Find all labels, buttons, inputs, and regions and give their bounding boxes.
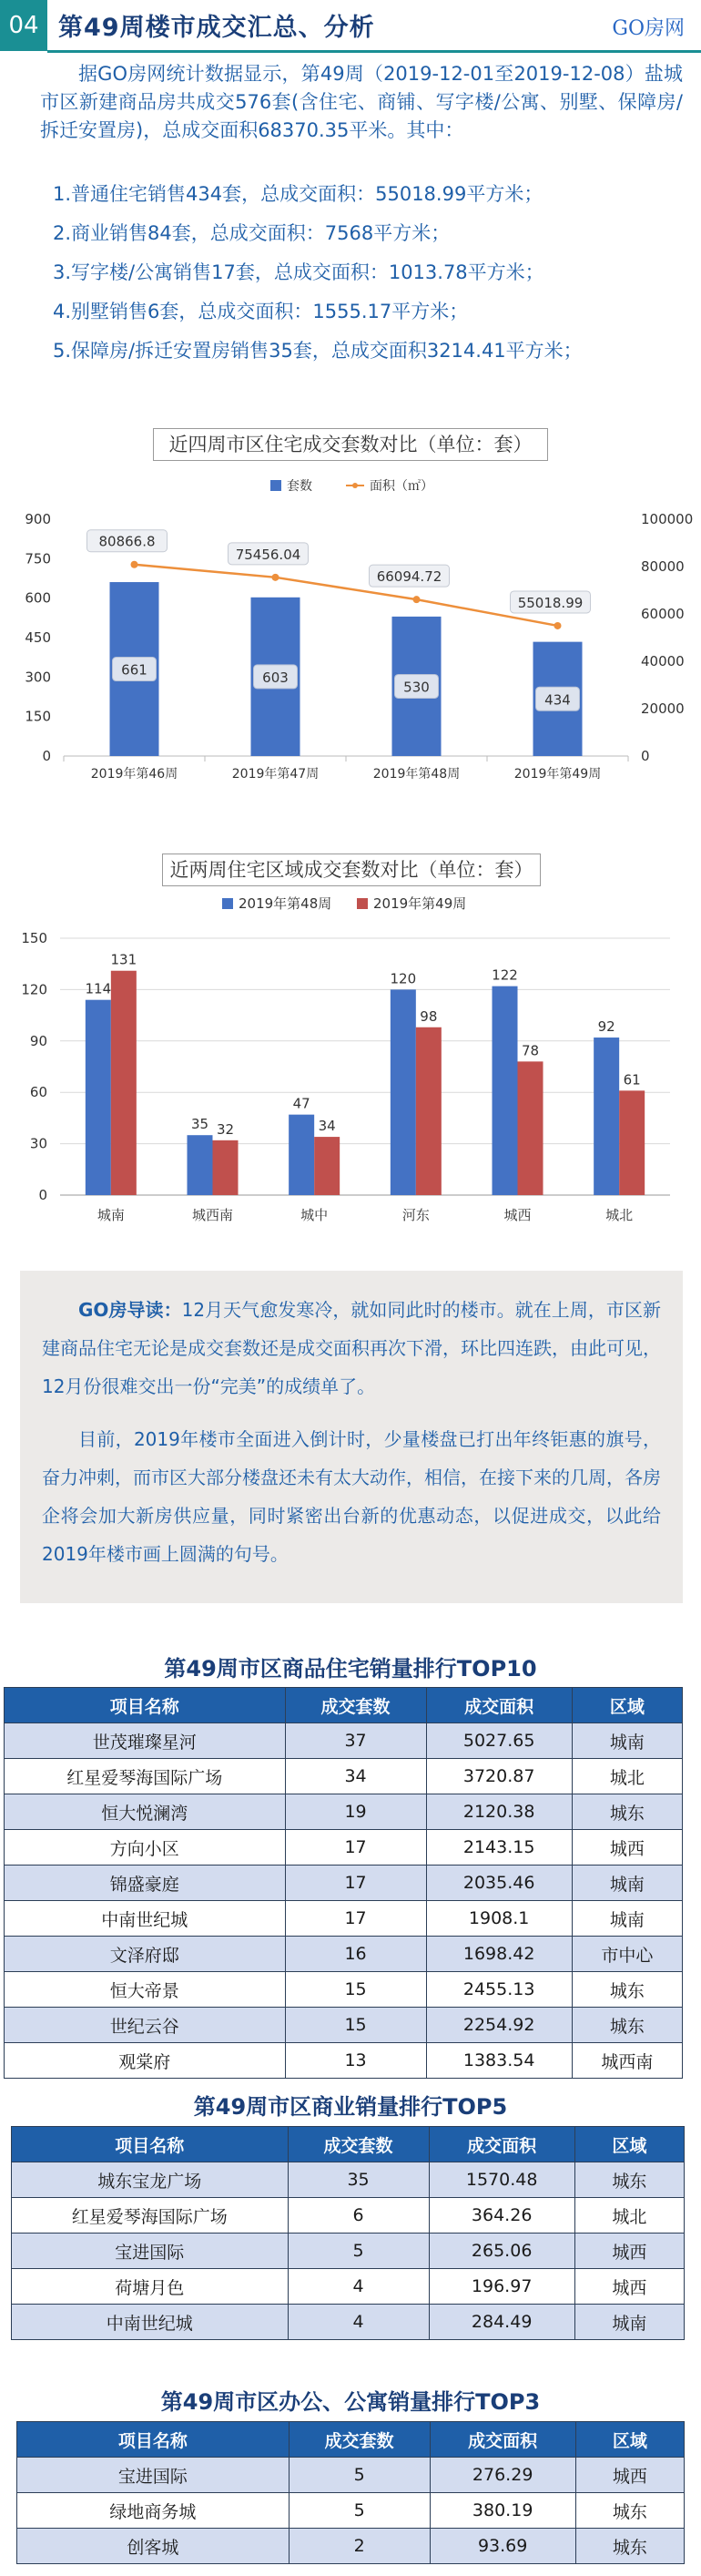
table-cell: 中南世纪城 [5,1901,286,1937]
table-cell: 城西 [575,2458,684,2493]
intro-text [40,60,683,145]
bar-data-label: 603 [262,669,289,686]
table-cell: 17 [285,1866,426,1901]
table-cell: 城西 [574,2269,684,2305]
table-cell: 市中心 [572,1937,682,1972]
intro-paragraph: 据GO房网统计数据显示，第49周（2019-12-01至2019-12-08）盐城市区新建商品房共成交576套(含住宅、商铺、写字楼/公寓、别墅、保障房/拆迁安置房)，总成交面积68370.35平米。其中： [40,63,683,141]
x-tick-label: 城西 [503,1207,532,1223]
table-row [5,2008,683,2043]
table1-title: 第49周市区商品住宅销量排行TOP10 [164,1656,537,1682]
table-cell: 16 [285,1937,426,1972]
table-row [12,2234,685,2269]
summary-item-office: 3.写字楼/公寓销售17套，总成交面积：1013.78平方米； [53,261,544,283]
area-point [413,596,421,603]
table-cell: 城东 [572,1794,682,1830]
column-header: 区域 [574,2127,684,2162]
legend-swatch-count [270,480,281,491]
bar-week49 [619,1090,645,1195]
summary-item-commercial: 2.商业销售84套，总成交面积：7568平方米； [53,222,451,244]
table-cell: 城东 [572,1972,682,2008]
summary-item-affordable: 5.保障房/拆迁安置房销售35套，总成交面积3214.41平方米； [53,340,583,362]
table-cell: 364.26 [429,2198,574,2234]
legend-label-area: 面积（㎡） [370,479,433,494]
table-cell: 城南 [574,2305,684,2340]
table-cell: 6 [288,2198,429,2234]
bar-week48 [493,986,518,1195]
table-cell: 93.69 [430,2529,575,2564]
area-point [131,561,138,568]
table-cell: 1383.54 [426,2043,572,2079]
table-cell: 红星爱琴海国际广场 [12,2198,289,2234]
line-data-label: 80866.8 [98,533,156,550]
y-tick-label: 300 [25,669,51,686]
y-tick-label: 750 [25,550,51,567]
y-tick-label: 600 [25,589,51,607]
column-header: 成交面积 [426,1688,572,1723]
area-point [272,574,279,581]
table-cell: 创客城 [17,2529,290,2564]
table-cell: 5 [288,2234,429,2269]
y2-tick-label: 80000 [641,558,685,575]
legend-label-count: 套数 [287,479,312,494]
table-cell: 2035.46 [426,1866,572,1901]
table-cell: 4 [288,2305,429,2340]
table2-title: 第49周市区商业销量排行TOP5 [193,2094,508,2120]
table-cell: 35 [288,2162,429,2198]
table-cell: 城西 [572,1830,682,1866]
table-cell: 2120.38 [426,1794,572,1830]
bar-week48 [188,1135,213,1195]
column-header: 区域 [572,1688,682,1723]
table-cell: 城东宝龙广场 [12,2162,289,2198]
table-cell: 276.29 [430,2458,575,2493]
guide-label: GO房导读： [78,1299,182,1321]
legend-marker-area [352,483,358,488]
table-cell: 3720.87 [426,1759,572,1794]
table-cell: 城东 [574,2162,684,2198]
table-cell: 恒大帝景 [5,1972,286,2008]
table-cell: 265.06 [429,2234,574,2269]
x-tick-label: 2019年第49周 [513,767,602,782]
table-cell: 锦盛豪庭 [5,1866,286,1901]
y2-tick-label: 20000 [641,700,685,717]
table-cell: 宝进国际 [17,2458,290,2493]
table-cell: 红星爱琴海国际广场 [5,1759,286,1794]
table-row [5,1972,683,2008]
column-header: 区域 [575,2422,684,2458]
table-cell: 380.19 [430,2493,575,2529]
legend-label-week49: 2019年第49周 [373,895,467,912]
table-cell: 城西南 [572,2043,682,2079]
guide-box [20,1271,683,1603]
column-header: 成交套数 [289,2422,430,2458]
brand-logo-text: GO房网 [612,17,685,40]
table-row [5,1937,683,1972]
column-header: 成交套数 [288,2127,429,2162]
table-cell: 37 [285,1723,426,1759]
bar-data-label: 114 [85,980,112,997]
guide-paragraph-2: 目前，2019年楼市全面进入倒计时，少量楼盘已打出年终钜惠的旗号，奋力冲刺，而市区大部分楼盘还未有太大动作，相信，在接下来的几周，各房企将会加大新房供应量，同时紧密出台新的优惠动态，以促进成交，以此给2019年楼市画上圆满的句号。 [42,1428,661,1565]
bar-week49 [111,971,137,1195]
weekly-residential-chart [0,465,701,838]
table-cell: 1908.1 [426,1901,572,1937]
table-cell: 世纪云谷 [5,2008,286,2043]
column-header: 项目名称 [17,2422,290,2458]
table-cell: 城南 [572,1723,682,1759]
table-cell: 城东 [572,2008,682,2043]
table-cell: 19 [285,1794,426,1830]
bar-data-label: 78 [521,1042,540,1059]
table-cell: 方向小区 [5,1830,286,1866]
header-divider [47,50,701,53]
district-comparison-chart [0,893,701,1257]
bar-data-label: 61 [623,1071,641,1089]
x-tick-label: 城南 [97,1207,125,1223]
bar-week49 [518,1061,544,1195]
table-row [12,2162,685,2198]
table-cell: 5027.65 [426,1723,572,1759]
legend-swatch-week49 [357,898,368,909]
y2-tick-label: 40000 [641,653,685,670]
y-tick-label: 150 [25,708,51,725]
column-header: 成交面积 [430,2422,575,2458]
legend-swatch-week48 [222,898,233,909]
table-cell: 城东 [575,2529,684,2564]
chart1-legend [270,478,433,494]
y2-tick-label: 100000 [641,511,694,527]
line-data-label: 66094.72 [376,568,442,586]
table-cell: 城东 [575,2493,684,2529]
column-header: 成交套数 [285,1688,426,1723]
office-top3-table [16,2421,685,2564]
bar-week49 [416,1027,442,1195]
table-cell: 城北 [572,1759,682,1794]
table-cell: 文泽府邸 [5,1937,286,1972]
bar-data-label: 92 [597,1018,615,1036]
bar-data-label: 32 [216,1120,235,1138]
legend-label-week48: 2019年第48周 [239,895,332,912]
x-tick-label: 2019年第48周 [372,767,461,782]
table-cell: 2455.13 [426,1972,572,2008]
bar-week49 [314,1137,340,1195]
table-cell: 284.49 [429,2305,574,2340]
x-tick-label: 2019年第47周 [231,767,320,782]
x-tick-label: 河东 [401,1207,430,1223]
table-row [17,2529,685,2564]
line-data-label: 75456.04 [235,546,301,563]
area-point [554,622,562,629]
table-row [5,1759,683,1794]
bar-week48 [391,989,416,1195]
line-data-label: 55018.99 [517,594,584,611]
table-cell: 城南 [572,1901,682,1937]
table-cell: 17 [285,1901,426,1937]
table-cell: 34 [285,1759,426,1794]
table-row [5,1866,683,1901]
table-cell: 4 [288,2269,429,2305]
table-cell: 17 [285,1830,426,1866]
bar-data-label: 47 [292,1095,310,1112]
bar-week48 [594,1038,619,1195]
table3-title: 第49周市区办公、公寓销量排行TOP3 [160,2389,541,2415]
table-cell: 13 [285,2043,426,2079]
table-cell: 中南世纪城 [12,2305,289,2340]
y-tick-label: 0 [38,1187,47,1203]
table-cell: 5 [289,2458,430,2493]
bar-data-label: 661 [121,661,147,679]
table-cell: 城北 [574,2198,684,2234]
table-cell: 荷塘月色 [12,2269,289,2305]
y2-tick-label: 0 [641,748,650,764]
table-cell: 绿地商务城 [17,2493,290,2529]
table-row [17,2493,685,2529]
y-tick-label: 450 [25,629,51,646]
table-cell: 恒大悦澜湾 [5,1794,286,1830]
table-row [12,2269,685,2305]
column-header: 成交面积 [429,2127,574,2162]
y-tick-label: 120 [21,981,47,998]
table-row [5,2043,683,2079]
y2-tick-label: 60000 [641,606,685,622]
table-cell: 1570.48 [429,2162,574,2198]
table-cell: 2254.92 [426,2008,572,2043]
table-cell: 196.97 [429,2269,574,2305]
table-row [17,2458,685,2493]
summary-item-residential: 1.普通住宅销售434套，总成交面积：55018.99平方米； [53,183,544,205]
chart2-title: 近两周住宅区域成交套数对比（单位：套） [162,854,541,886]
column-header: 项目名称 [5,1688,286,1723]
table-cell: 5 [289,2493,430,2529]
table-header-row [12,2127,685,2162]
y-tick-label: 30 [29,1135,47,1152]
y-tick-label: 150 [21,930,47,946]
table-row [5,1723,683,1759]
bar-data-label: 35 [190,1116,209,1133]
table-header-row [5,1688,683,1723]
commercial-top5-table [11,2126,685,2340]
guide-paragraph-1: GO房导读：12月天气愈发寒冷，就如同此时的楼市。就在上周，市区新建商品住宅无论是成交套数还是成交面积再次下滑，环比四连跌，由此可见，12月份很难交出一份“完美”的成绩单了。 [42,1299,661,1397]
bar-data-label: 530 [403,679,430,696]
table-cell: 观棠府 [5,2043,286,2079]
x-tick-label: 城北 [605,1207,634,1223]
residential-top10-table [4,1687,683,2079]
summary-item-villa: 4.别墅销售6套，总成交面积：1555.17平方米； [53,301,469,322]
bar-data-label: 34 [318,1118,336,1135]
column-header: 项目名称 [12,2127,289,2162]
x-tick-label: 城西南 [191,1207,234,1223]
bar-week48 [289,1115,314,1195]
y-tick-label: 90 [29,1032,47,1049]
summary-list [53,175,583,371]
table-cell: 2 [289,2529,430,2564]
y-tick-label: 60 [29,1084,47,1101]
chart1-title: 近四周市区住宅成交套数对比（单位：套） [153,428,548,461]
table-row [5,1830,683,1866]
section-title: 第49周楼市成交汇总、分析 [58,14,375,42]
bar-data-label: 120 [390,970,417,987]
table-cell: 世茂璀璨星河 [5,1723,286,1759]
table-cell: 城南 [572,1866,682,1901]
table-cell: 宝进国际 [12,2234,289,2269]
bar-week49 [213,1140,239,1195]
area-line [135,565,558,626]
section-number: 04 [0,0,47,51]
table-cell: 1698.42 [426,1937,572,1972]
table-row [5,1794,683,1830]
y-tick-label: 0 [42,748,51,764]
table-header-row [17,2422,685,2458]
table-row [12,2198,685,2234]
table-row [12,2305,685,2340]
x-tick-label: 2019年第46周 [90,767,178,782]
bar-data-label: 98 [420,1007,438,1025]
table-cell: 15 [285,2008,426,2043]
bar-data-label: 122 [492,966,518,984]
y-tick-label: 900 [25,511,51,527]
bar-data-label: 131 [110,951,137,968]
bar-data-label: 434 [544,691,571,709]
bar-week48 [86,1000,111,1195]
table-cell: 城西 [574,2234,684,2269]
table-cell: 15 [285,1972,426,2008]
chart2-legend [222,895,466,912]
table-row [5,1901,683,1937]
section-header [0,0,701,55]
table-cell: 2143.15 [426,1830,572,1866]
x-tick-label: 城中 [300,1207,329,1223]
